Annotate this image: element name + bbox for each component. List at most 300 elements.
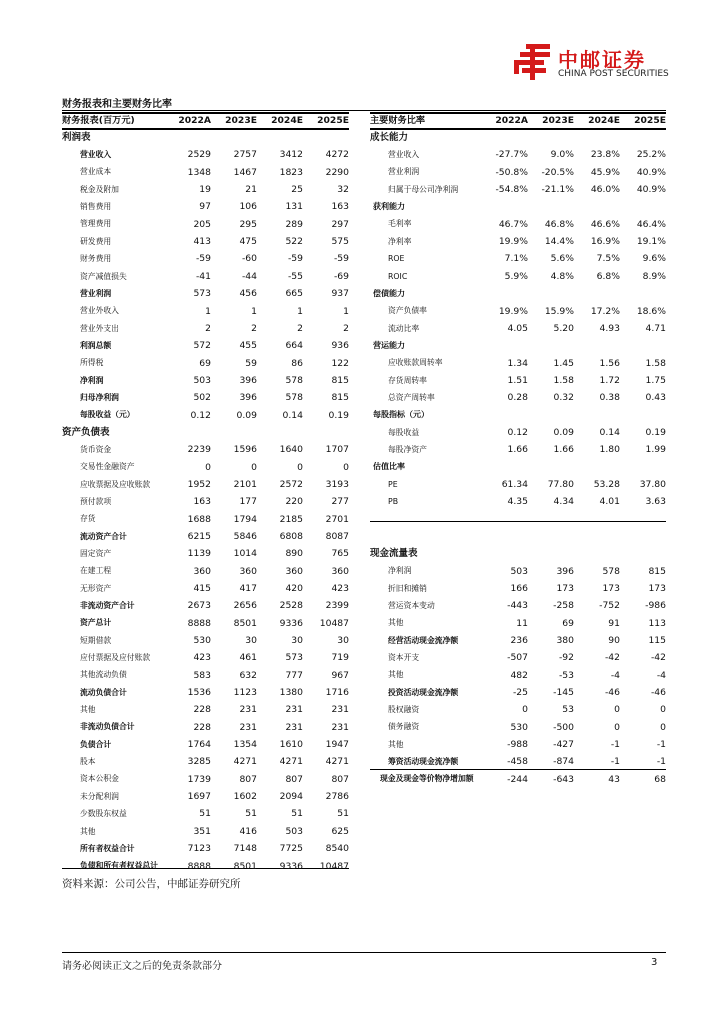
fs-row-label: 少数股东权益 <box>80 809 127 819</box>
fs-cell: 2701 <box>325 513 349 525</box>
fs-header-year: 2025E <box>317 115 349 127</box>
fs-row-label: 资产总计 <box>80 618 112 628</box>
fs-table-row <box>62 528 349 545</box>
ratio-cell: -643 <box>553 773 574 785</box>
section-title: 财务报表和主要财务比率 <box>62 99 172 110</box>
fs-cell: 163 <box>193 496 211 508</box>
fs-cell: 967 <box>331 669 349 681</box>
fs-cell: 231 <box>331 721 349 733</box>
fs-table-row <box>62 181 349 198</box>
fs-cell: 351 <box>193 825 211 837</box>
fs-cell: 815 <box>331 374 349 386</box>
fs-cell: 1467 <box>233 166 257 178</box>
ratio-cell: 236 <box>510 635 528 647</box>
fs-cell: 205 <box>193 218 211 230</box>
ratio-cell <box>574 129 620 146</box>
fs-cell: 9336 <box>279 860 303 872</box>
fs-row-label: 存货 <box>80 514 96 524</box>
ratio-cell: 4.8% <box>550 270 574 282</box>
fs-table-row <box>62 459 349 476</box>
ratio-cell: 1.66 <box>553 444 574 456</box>
brand-name-cn: 中邮证券 <box>558 48 646 72</box>
fs-cell: 807 <box>331 773 349 785</box>
fs-cell: 4271 <box>233 756 257 768</box>
fs-table-row <box>62 511 349 528</box>
fs-cell: 1716 <box>325 687 349 699</box>
fs-cell: 228 <box>193 721 211 733</box>
ratio-row-label: 营运能力 <box>373 340 405 350</box>
fs-table-row <box>62 146 349 163</box>
ratio-row-label: 获利能力 <box>373 202 405 212</box>
fs-cell: 228 <box>193 704 211 716</box>
fs-row-label: 营业外收入 <box>80 306 119 316</box>
ratio-cell <box>620 459 666 476</box>
ratio-cell: 9.0% <box>550 149 574 161</box>
ratio-cell: 0 <box>660 704 666 716</box>
fs-cell: 1123 <box>233 687 257 699</box>
ratio-cell <box>620 545 666 562</box>
ratio-cell: 1.51 <box>507 374 528 386</box>
fs-cell: 106 <box>239 201 257 213</box>
ratio-cell: 815 <box>648 565 666 577</box>
fs-row-label: 其他流动负债 <box>80 670 127 680</box>
fs-row-label: 所得税 <box>80 358 104 368</box>
ratio-table-row <box>370 424 666 441</box>
fs-row-label: 应收票据及应收账款 <box>80 479 151 489</box>
ratio-header-year: 2023E <box>542 115 574 127</box>
fs-table-row <box>62 823 349 840</box>
fs-cell: 578 <box>285 374 303 386</box>
ratio-cell: 5.9% <box>504 270 528 282</box>
ratio-row-label: 成长能力 <box>370 131 409 143</box>
ratio-row-label: PE <box>388 479 398 489</box>
brand-name-en: CHINA POST SECURITIES <box>558 69 669 79</box>
ratio-cell: -500 <box>553 721 574 733</box>
fs-cell: 3193 <box>325 478 349 490</box>
fs-row-label: 资产负债表 <box>62 426 110 438</box>
ratio-cell: 530 <box>510 721 528 733</box>
ratio-cell: -1 <box>610 739 620 751</box>
disclaimer: 请务必阅读正文之后的免责条款部分 <box>62 961 222 972</box>
fs-cell: 4272 <box>325 149 349 161</box>
ratio-section-row <box>370 198 666 215</box>
fs-row-label: 每股收益（元） <box>80 410 135 420</box>
ratio-section-row <box>370 459 666 476</box>
fs-cell: 522 <box>285 236 303 248</box>
fs-cell: 1380 <box>279 687 303 699</box>
fs-row-label: 非流动资产合计 <box>80 601 135 611</box>
fs-cell: 777 <box>285 669 303 681</box>
ratio-row-label: 每股收益 <box>388 427 420 437</box>
ratio-table-row <box>370 563 666 580</box>
ratio-cell: -1 <box>656 739 666 751</box>
fs-cell: -59 <box>195 253 211 265</box>
fs-cell: 30 <box>291 635 303 647</box>
fs-cell: 2 <box>205 322 211 334</box>
ratio-table-row <box>370 181 666 198</box>
fs-table-row <box>62 545 349 562</box>
ratio-cell: 16.9% <box>590 236 620 248</box>
ratio-row-label: ROIC <box>388 271 408 281</box>
fs-cell: 1536 <box>187 687 211 699</box>
fs-cell: 1952 <box>187 478 211 490</box>
ratio-table-row <box>370 632 666 649</box>
brand-logo <box>512 42 672 82</box>
fs-cell: -59 <box>333 253 349 265</box>
ratio-cell: -92 <box>558 652 574 664</box>
fs-cell: 277 <box>331 496 349 508</box>
fs-table-row <box>62 719 349 736</box>
ratio-row-label: 每股指标（元） <box>373 410 429 420</box>
fs-table-row <box>62 649 349 666</box>
ratio-cell: -443 <box>507 600 528 612</box>
fs-cell <box>257 424 303 441</box>
fs-row-label: 研发费用 <box>80 236 112 246</box>
ratio-cell <box>482 129 528 146</box>
fs-table-row <box>62 268 349 285</box>
ratio-table-row <box>370 250 666 267</box>
ratio-cell: 1.56 <box>599 357 620 369</box>
ratio-cell: 4.93 <box>599 322 620 334</box>
fs-cell: 8501 <box>233 860 257 872</box>
fs-table-row <box>62 788 349 805</box>
ratio-cell: 46.8% <box>544 218 574 230</box>
fs-cell: 0.09 <box>236 409 257 421</box>
ratio-table-row <box>370 615 666 632</box>
ratio-row-label: 流动比率 <box>388 323 420 333</box>
ratio-row-label: 其他 <box>388 618 404 628</box>
fs-header-year: 2024E <box>271 115 303 127</box>
ratio-cell: -54.8% <box>495 184 528 196</box>
ratio-cell: -507 <box>507 652 528 664</box>
ratio-section-row <box>370 129 666 146</box>
fs-row-label: 管理费用 <box>80 219 112 229</box>
ratio-cell: 8.9% <box>642 270 666 282</box>
fs-row-label: 其他 <box>80 705 96 715</box>
fs-cell: 2757 <box>233 149 257 161</box>
fs-table-row <box>62 667 349 684</box>
ratio-cell: -4 <box>656 669 666 681</box>
ratio-row-label: PB <box>388 496 399 506</box>
ratio-table-row <box>370 268 666 285</box>
ratio-cell: 68 <box>654 773 666 785</box>
fs-row-label: 税金及附加 <box>80 184 119 194</box>
ratio-cell: -458 <box>507 756 528 768</box>
fs-row-label: 货币资金 <box>80 444 112 454</box>
fs-cell: 10487 <box>319 860 349 872</box>
ratio-table-row <box>370 597 666 614</box>
ratio-cell: -244 <box>507 773 528 785</box>
fs-cell: 0 <box>297 461 303 473</box>
fs-table-row <box>62 597 349 614</box>
fs-cell: 1640 <box>279 444 303 456</box>
ratio-cell: 19.1% <box>636 236 666 248</box>
fs-cell: 1947 <box>325 739 349 751</box>
ratio-cell: 0 <box>614 721 620 733</box>
ratio-row-label: 净利润 <box>388 566 412 576</box>
ratio-cell: 0 <box>614 704 620 716</box>
ratio-cell: -53 <box>558 669 574 681</box>
fs-cell: 19 <box>199 184 211 196</box>
fs-cell: 502 <box>193 392 211 404</box>
china-post-logo-icon <box>512 42 554 82</box>
fs-row-label: 负债和所有者权益总计 <box>80 861 158 871</box>
fs-cell: 51 <box>291 808 303 820</box>
ratio-cell: -42 <box>650 652 666 664</box>
ratio-cell: 5.6% <box>550 253 574 265</box>
fs-cell <box>211 424 257 441</box>
fs-cell: 413 <box>193 236 211 248</box>
fs-table-row <box>62 441 349 458</box>
ratio-cell: -752 <box>599 600 620 612</box>
ratio-cell: 7.1% <box>504 253 528 265</box>
fs-cell: 1707 <box>325 444 349 456</box>
ratio-cell: 6.8% <box>596 270 620 282</box>
ratio-row-label: 估值比率 <box>373 462 405 472</box>
ratio-table-row <box>370 580 666 597</box>
ratio-cell: -27.7% <box>495 149 528 161</box>
ratio-cell: -25 <box>512 687 528 699</box>
ratio-cell <box>528 407 574 424</box>
fs-cell: 1823 <box>279 166 303 178</box>
ratio-cell <box>620 129 666 146</box>
ratio-cell: 0.09 <box>553 426 574 438</box>
ratio-row-label: 存货周转率 <box>388 375 427 385</box>
fs-cell: -69 <box>333 270 349 282</box>
ratio-table-row <box>370 320 666 337</box>
ratio-cell <box>574 528 620 545</box>
fs-table-row <box>62 337 349 354</box>
ratio-row-label: 毛利率 <box>388 219 412 229</box>
fs-row-label: 股本 <box>80 757 96 767</box>
fs-cell: -44 <box>241 270 257 282</box>
fs-cell: 0 <box>251 461 257 473</box>
fs-cell: 1596 <box>233 444 257 456</box>
fs-cell: 456 <box>239 288 257 300</box>
ratio-cell: 14.4% <box>544 236 574 248</box>
ratio-row-label: 现金及现金等价物净增加额 <box>380 774 474 784</box>
ratio-cell: 37.80 <box>639 478 666 490</box>
ratio-cell: 0.19 <box>645 426 666 438</box>
fs-cell: 2399 <box>325 600 349 612</box>
fs-cell: 220 <box>285 496 303 508</box>
ratio-cell <box>574 198 620 215</box>
fs-cell: 455 <box>239 340 257 352</box>
fs-cell: 51 <box>337 808 349 820</box>
ratio-header-year: 2025E <box>634 115 666 127</box>
fs-cell: 2 <box>251 322 257 334</box>
ratio-table-row <box>370 493 666 510</box>
fs-table-row <box>62 250 349 267</box>
ratio-cell: -4 <box>610 669 620 681</box>
fs-cell: -59 <box>287 253 303 265</box>
ratio-cell: 173 <box>648 583 666 594</box>
fs-row-label: 非流动负债合计 <box>80 722 135 732</box>
fs-table-row <box>62 233 349 250</box>
fs-cell: 632 <box>239 669 257 681</box>
ratio-table-row <box>370 753 666 770</box>
fs-header-row <box>62 113 349 129</box>
fs-cell: 360 <box>285 565 303 577</box>
ratio-row-label: 营运资本变动 <box>388 601 435 611</box>
ratio-row-label: 现金流量表 <box>370 548 418 560</box>
ratio-cell <box>528 285 574 302</box>
ratio-cell: 91 <box>608 617 620 629</box>
fs-cell: -60 <box>241 253 257 265</box>
fs-cell: 289 <box>285 218 303 230</box>
fs-table-row <box>62 753 349 770</box>
fs-cell <box>211 129 257 146</box>
ratio-cell: 19.9% <box>498 305 528 317</box>
ratio-cell: 3.63 <box>645 496 666 508</box>
fs-cell: 807 <box>239 773 257 785</box>
ratio-table-row <box>370 736 666 753</box>
fs-cell: 423 <box>193 652 211 664</box>
ratio-cell: 1.58 <box>645 357 666 369</box>
fs-cell: 503 <box>285 825 303 837</box>
fs-cell: 7123 <box>187 843 211 855</box>
ratio-cell: 4.01 <box>599 496 620 508</box>
fs-cell: 1 <box>343 305 349 317</box>
ratio-cell: 115 <box>648 635 666 647</box>
ratio-cell <box>620 511 666 528</box>
fs-cell: 360 <box>239 565 257 577</box>
fs-table-row <box>62 857 349 874</box>
fs-cell: 59 <box>245 357 257 369</box>
fs-cell <box>303 424 349 441</box>
fs-row-label: 所有者权益合计 <box>80 843 135 853</box>
fs-cell: 578 <box>285 392 303 404</box>
financial-statements-table <box>62 113 349 875</box>
fs-cell: 936 <box>331 340 349 352</box>
ratio-table-row <box>370 684 666 701</box>
ratio-cell: 17.2% <box>590 305 620 317</box>
financial-ratios-table <box>370 113 666 788</box>
ratio-row-label: 经营活动现金流净额 <box>388 635 459 645</box>
fs-cell: 8501 <box>233 617 257 629</box>
fs-cell: 231 <box>285 704 303 716</box>
fs-row-label: 预付款项 <box>80 496 112 506</box>
ratio-table-row <box>370 354 666 371</box>
fs-cell: 2529 <box>187 149 211 161</box>
fs-cell: 1014 <box>233 548 257 560</box>
ratio-row-label: 每股净资产 <box>388 444 427 454</box>
ratio-cell <box>528 545 574 562</box>
ratio-row-label: 筹资活动现金流净额 <box>388 757 459 767</box>
fs-table-row <box>62 354 349 371</box>
fs-row-label: 归母净利润 <box>80 392 119 402</box>
ratio-row-label: 净利率 <box>388 236 412 246</box>
ratio-cell: 503 <box>510 565 528 577</box>
ratio-section-row <box>370 545 666 562</box>
fs-cell: 765 <box>331 548 349 560</box>
fs-cell <box>257 129 303 146</box>
fs-row-label: 资产减值损失 <box>80 271 127 281</box>
ratio-cell: 1.75 <box>645 374 666 386</box>
ratio-cell <box>482 511 528 528</box>
fs-row-label: 营业收入 <box>80 150 112 160</box>
fs-row-label: 营业成本 <box>80 167 112 177</box>
fs-row-label: 流动资产合计 <box>80 531 127 541</box>
fs-cell: 461 <box>239 652 257 664</box>
ratio-table-row <box>370 701 666 718</box>
fs-row-label: 财务费用 <box>80 254 112 264</box>
fs-cell: 2572 <box>279 478 303 490</box>
fs-cell: 0 <box>205 461 211 473</box>
fs-cell <box>303 129 349 146</box>
fs-row-label: 利润总额 <box>80 340 112 350</box>
fs-cell: 360 <box>193 565 211 577</box>
fs-cell: 807 <box>285 773 303 785</box>
ratio-cell: -988 <box>507 739 528 751</box>
fs-table-row <box>62 216 349 233</box>
fs-cell: -55 <box>287 270 303 282</box>
ratio-table-row <box>370 649 666 666</box>
fs-cell: 1602 <box>233 791 257 803</box>
fs-row-label: 短期借款 <box>80 635 112 645</box>
fs-cell: 2239 <box>187 444 211 456</box>
fs-cell: 177 <box>239 496 257 508</box>
ratio-cell <box>620 337 666 354</box>
ratio-header-year: 2024E <box>588 115 620 127</box>
fs-cell: 416 <box>239 825 257 837</box>
fs-table-row <box>62 493 349 510</box>
fs-cell: 7148 <box>233 843 257 855</box>
ratio-cell: 46.6% <box>590 218 620 230</box>
fs-table-row <box>62 198 349 215</box>
fs-table-row <box>62 476 349 493</box>
fs-cell: 86 <box>291 357 303 369</box>
ratio-cell: 482 <box>510 669 528 681</box>
fs-row-label: 未分配利润 <box>80 791 119 801</box>
fs-cell: 30 <box>245 635 257 647</box>
ratio-row-label: 应收账款周转率 <box>388 358 443 368</box>
fs-cell: 1354 <box>233 739 257 751</box>
ratio-cell: 380 <box>556 635 574 647</box>
fs-row-label: 销售费用 <box>80 202 112 212</box>
fs-cell: 6215 <box>187 530 211 542</box>
fs-cell: 8540 <box>325 843 349 855</box>
fs-row-label: 交易性金融资产 <box>80 462 135 472</box>
fs-cell <box>165 424 211 441</box>
ratio-row-label: 总资产周转率 <box>388 392 435 402</box>
ratio-cell <box>528 337 574 354</box>
ratio-cell: 1.45 <box>553 357 574 369</box>
fs-table-row <box>62 701 349 718</box>
fs-cell: 1697 <box>187 791 211 803</box>
fs-table-row <box>62 684 349 701</box>
ratio-cell: 46.7% <box>498 218 528 230</box>
ratio-cell <box>620 285 666 302</box>
fs-cell: 420 <box>285 583 303 594</box>
ratio-cell: 18.6% <box>636 305 666 317</box>
fs-cell: 530 <box>193 635 211 647</box>
fs-table-row <box>62 771 349 788</box>
ratio-cell: -427 <box>553 739 574 751</box>
fs-cell: 360 <box>331 565 349 577</box>
ratio-cell: 0 <box>522 704 528 716</box>
fs-cell: 1348 <box>187 166 211 178</box>
ratio-cell: 45.9% <box>590 166 620 178</box>
fs-cell: 573 <box>193 288 211 300</box>
fs-cell: 8888 <box>187 617 211 629</box>
ratio-row-label: 营业利润 <box>388 167 420 177</box>
fs-table-row <box>62 805 349 822</box>
fs-cell: 625 <box>331 825 349 837</box>
fs-cell: 573 <box>285 652 303 664</box>
fs-cell: 423 <box>331 583 349 594</box>
ratio-cell: 46.0% <box>590 184 620 196</box>
